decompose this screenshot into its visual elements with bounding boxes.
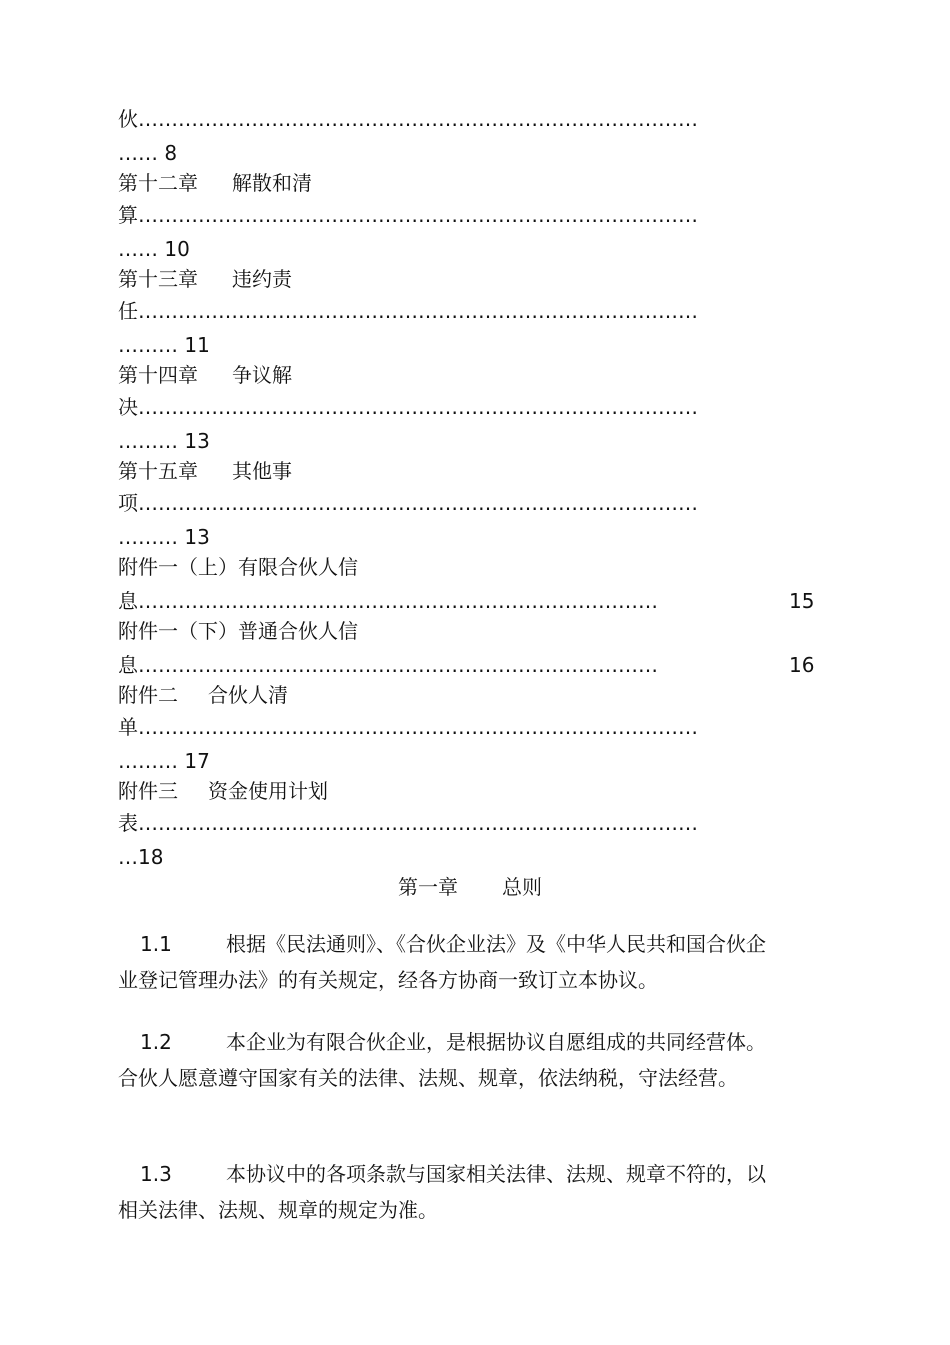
toc-line xyxy=(118,332,210,358)
toc-leader-dots: ……… xyxy=(118,429,178,453)
toc-leader-dots: … xyxy=(118,845,138,869)
clause-1-1 xyxy=(118,926,780,998)
toc-entry-att1a xyxy=(118,554,358,580)
clause-number: 1.1 xyxy=(140,932,172,956)
toc-line xyxy=(118,298,698,324)
toc-chapter-label: 附件三 xyxy=(118,779,178,803)
toc-line xyxy=(118,428,210,454)
toc-entry-title: 违约责 xyxy=(232,267,292,291)
chapter-heading xyxy=(398,874,542,900)
toc-chapter-label: 第十二章 xyxy=(118,171,198,195)
toc-page-number: 13 xyxy=(184,525,210,549)
toc-entry-title: 决 xyxy=(118,395,138,419)
toc-entry-title: 资金使用计划 xyxy=(208,779,328,803)
toc-line xyxy=(118,524,210,550)
toc-line xyxy=(118,106,698,132)
toc-leader-dots: ………………………………………………………………………… xyxy=(138,107,698,131)
toc-entry-ch15 xyxy=(118,458,292,484)
toc-leader-dots: ………………………………………………………………………… xyxy=(138,715,698,739)
clause-1-3 xyxy=(118,1156,780,1228)
toc-page-number: 10 xyxy=(164,237,190,261)
toc-line xyxy=(118,652,658,678)
toc-chapter-label: 第十五章 xyxy=(118,459,198,483)
toc-entry-title: 任 xyxy=(118,299,138,323)
clause-text: 根据《民法通则》、《合伙企业法》及《中华人民共和国合伙企业登记管理办法》的有关规定，经各方协商一致订立本协议。 xyxy=(118,932,766,992)
toc-entry-att2 xyxy=(118,682,288,708)
toc-entry-title: 争议解 xyxy=(232,363,292,387)
toc-entry-ch14 xyxy=(118,362,292,388)
toc-entry-title: 息 xyxy=(118,589,138,613)
toc-leader-dots: ………………………………………………………………………… xyxy=(138,395,698,419)
toc-page-number: 17 xyxy=(184,749,210,773)
toc-chapter-label: 第十四章 xyxy=(118,363,198,387)
toc-leader-dots: …… xyxy=(118,237,158,261)
toc-line xyxy=(118,810,698,836)
toc-entry-title: 其他事 xyxy=(232,459,292,483)
toc-entry-ch12 xyxy=(118,170,312,196)
toc-entry-ch13 xyxy=(118,266,292,292)
toc-leader-dots: …… xyxy=(118,141,158,165)
toc-entry-att1b xyxy=(118,618,358,644)
clause-text: 本企业为有限合伙企业，是根据协议自愿组成的共同经营体。合伙人愿意遵守国家有关的法律、法规、规章，依法纳税，守法经营。 xyxy=(118,1030,766,1090)
toc-leader-dots: ………………………………………………………………………… xyxy=(138,811,698,835)
toc-entry-title: 附件一（下）普通合伙人信 xyxy=(118,619,358,643)
toc-line xyxy=(118,202,698,228)
toc-line xyxy=(118,140,177,166)
toc-entry-title: 项 xyxy=(118,491,138,515)
toc-entry-title: 合伙人清 xyxy=(208,683,288,707)
toc-leader-dots: ……… xyxy=(118,525,178,549)
toc-line xyxy=(118,394,698,420)
toc-entry-att3 xyxy=(118,778,328,804)
toc-entry-title: 息 xyxy=(118,653,138,677)
toc-line xyxy=(118,490,698,516)
toc-page-number: 11 xyxy=(184,333,210,357)
clause-text: 本协议中的各项条款与国家相关法律、法规、规章不符的，以相关法律、法规、规章的规定为准。 xyxy=(118,1162,766,1222)
clause-number: 1.2 xyxy=(140,1030,172,1054)
toc-line xyxy=(118,236,190,262)
toc-entry-text: 伙 xyxy=(118,107,138,131)
toc-page-number: 13 xyxy=(184,429,210,453)
toc-entry-title: 表 xyxy=(118,811,138,835)
chapter-label: 第一章 xyxy=(398,875,458,899)
toc-chapter-label: 附件二 xyxy=(118,683,178,707)
toc-line xyxy=(118,588,658,614)
toc-leader-dots: ……… xyxy=(118,749,178,773)
toc-chapter-label: 第十三章 xyxy=(118,267,198,291)
clause-1-2 xyxy=(118,1024,780,1096)
toc-entry-title: 算 xyxy=(118,203,138,227)
toc-line xyxy=(118,714,698,740)
toc-line xyxy=(118,844,163,870)
toc-leader-dots: …………………………………………………………………… xyxy=(138,589,658,613)
toc-page-number: 18 xyxy=(138,845,164,869)
toc-page-number: 15 xyxy=(789,589,815,613)
toc-page-number: 16 xyxy=(789,653,815,677)
clause-number: 1.3 xyxy=(140,1162,172,1186)
toc-leader-dots: ………………………………………………………………………… xyxy=(138,203,698,227)
toc-page-number: 8 xyxy=(164,141,178,165)
toc-entry-title: 解散和清 xyxy=(232,171,312,195)
toc-line xyxy=(118,748,210,774)
toc-entry-title: 附件一（上）有限合伙人信 xyxy=(118,555,358,579)
toc-entry-title: 单 xyxy=(118,715,138,739)
toc-leader-dots: ………………………………………………………………………… xyxy=(138,299,698,323)
toc-leader-dots: ………………………………………………………………………… xyxy=(138,491,698,515)
toc-leader-dots: …………………………………………………………………… xyxy=(138,653,658,677)
chapter-title: 总则 xyxy=(502,875,542,899)
toc-leader-dots: ……… xyxy=(118,333,178,357)
